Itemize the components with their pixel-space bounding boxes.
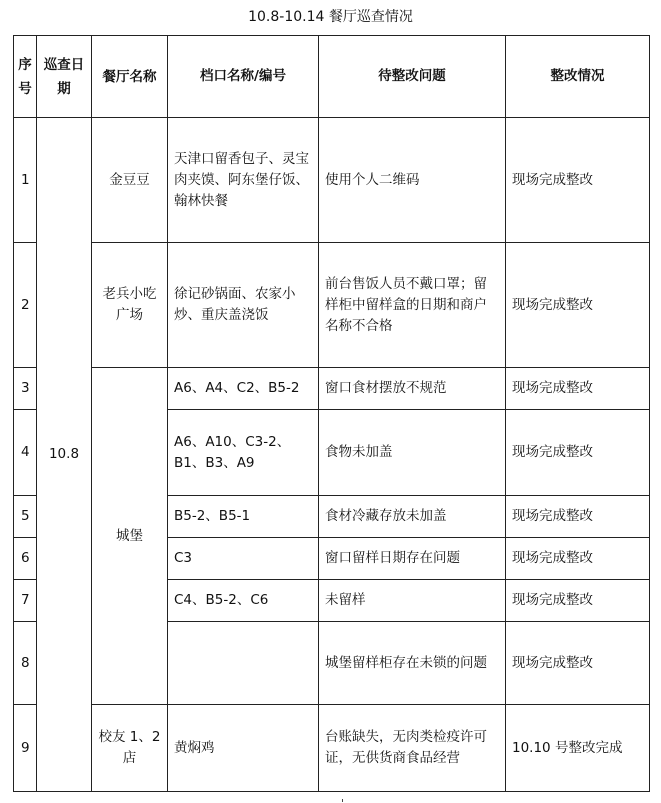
- issue-cell: 城堡留样柜存在未锁的问题: [319, 622, 506, 705]
- restaurant-name: 金豆豆: [92, 118, 168, 243]
- issue-cell: 未留样: [319, 580, 506, 622]
- status-cell: 现场完成整改: [506, 410, 650, 496]
- stall-cell: A6、A4、C2、B5-2: [168, 368, 319, 410]
- inspection-date: 10.8: [37, 118, 92, 792]
- header-restaurant: 餐厅名称: [92, 36, 168, 118]
- header-stall: 档口名称/编号: [168, 36, 319, 118]
- status-cell: 现场完成整改: [506, 243, 650, 368]
- stall-cell: C4、B5-2、C6: [168, 580, 319, 622]
- row-number: 8: [14, 622, 37, 705]
- issue-cell: 前台售饭人员不戴口罩；留样柜中留样盒的日期和商户名称不合格: [319, 243, 506, 368]
- stall-cell: 黄焖鸡: [168, 705, 319, 792]
- header-row: [14, 36, 650, 118]
- row-number: 7: [14, 580, 37, 622]
- status-cell: 10.10 号整改完成: [506, 705, 650, 792]
- row-number: 6: [14, 538, 37, 580]
- restaurant-name: 城堡: [92, 368, 168, 705]
- status-cell: 现场完成整改: [506, 538, 650, 580]
- row-number: 9: [14, 705, 37, 792]
- restaurant-name: 校友 1、2店: [92, 705, 168, 792]
- restaurant-name: 老兵小吃广场: [92, 243, 168, 368]
- table-row: [14, 368, 650, 410]
- row-number: 1: [14, 118, 37, 243]
- row-number: 2: [14, 243, 37, 368]
- issue-cell: 窗口食材摆放不规范: [319, 368, 506, 410]
- stall-cell: C3: [168, 538, 319, 580]
- table-row: [14, 705, 650, 792]
- status-cell: 现场完成整改: [506, 118, 650, 243]
- stall-cell: B5-2、B5-1: [168, 496, 319, 538]
- row-number: 3: [14, 368, 37, 410]
- header-seq: 序号: [14, 36, 37, 118]
- status-cell: 现场完成整改: [506, 496, 650, 538]
- status-cell: 现场完成整改: [506, 580, 650, 622]
- table-row: [14, 243, 650, 368]
- header-status: 整改情况: [506, 36, 650, 118]
- inspection-table: [13, 35, 650, 792]
- stall-cell: 天津口留香包子、灵宝肉夹馍、阿东堡仔饭、翰林快餐: [168, 118, 319, 243]
- status-cell: 现场完成整改: [506, 622, 650, 705]
- table-row: [14, 118, 650, 243]
- issue-cell: 食材冷藏存放未加盖: [319, 496, 506, 538]
- text-cursor-mark: [342, 799, 343, 802]
- header-issue: 待整改问题: [319, 36, 506, 118]
- stall-cell: 徐记砂锅面、农家小炒、重庆盖浇饭: [168, 243, 319, 368]
- status-cell: 现场完成整改: [506, 368, 650, 410]
- issue-cell: 食物未加盖: [319, 410, 506, 496]
- issue-cell: 使用个人二维码: [319, 118, 506, 243]
- header-date: 巡查日期: [37, 36, 92, 118]
- issue-cell: 台账缺失，无肉类检疫许可证，无供货商食品经营: [319, 705, 506, 792]
- document-title: 10.8-10.14 餐厅巡查情况: [248, 9, 413, 25]
- stall-cell: [168, 622, 319, 705]
- row-number: 5: [14, 496, 37, 538]
- stall-cell: A6、A10、C3-2、B1、B3、A9: [168, 410, 319, 496]
- row-number: 4: [14, 410, 37, 496]
- issue-cell: 窗口留样日期存在问题: [319, 538, 506, 580]
